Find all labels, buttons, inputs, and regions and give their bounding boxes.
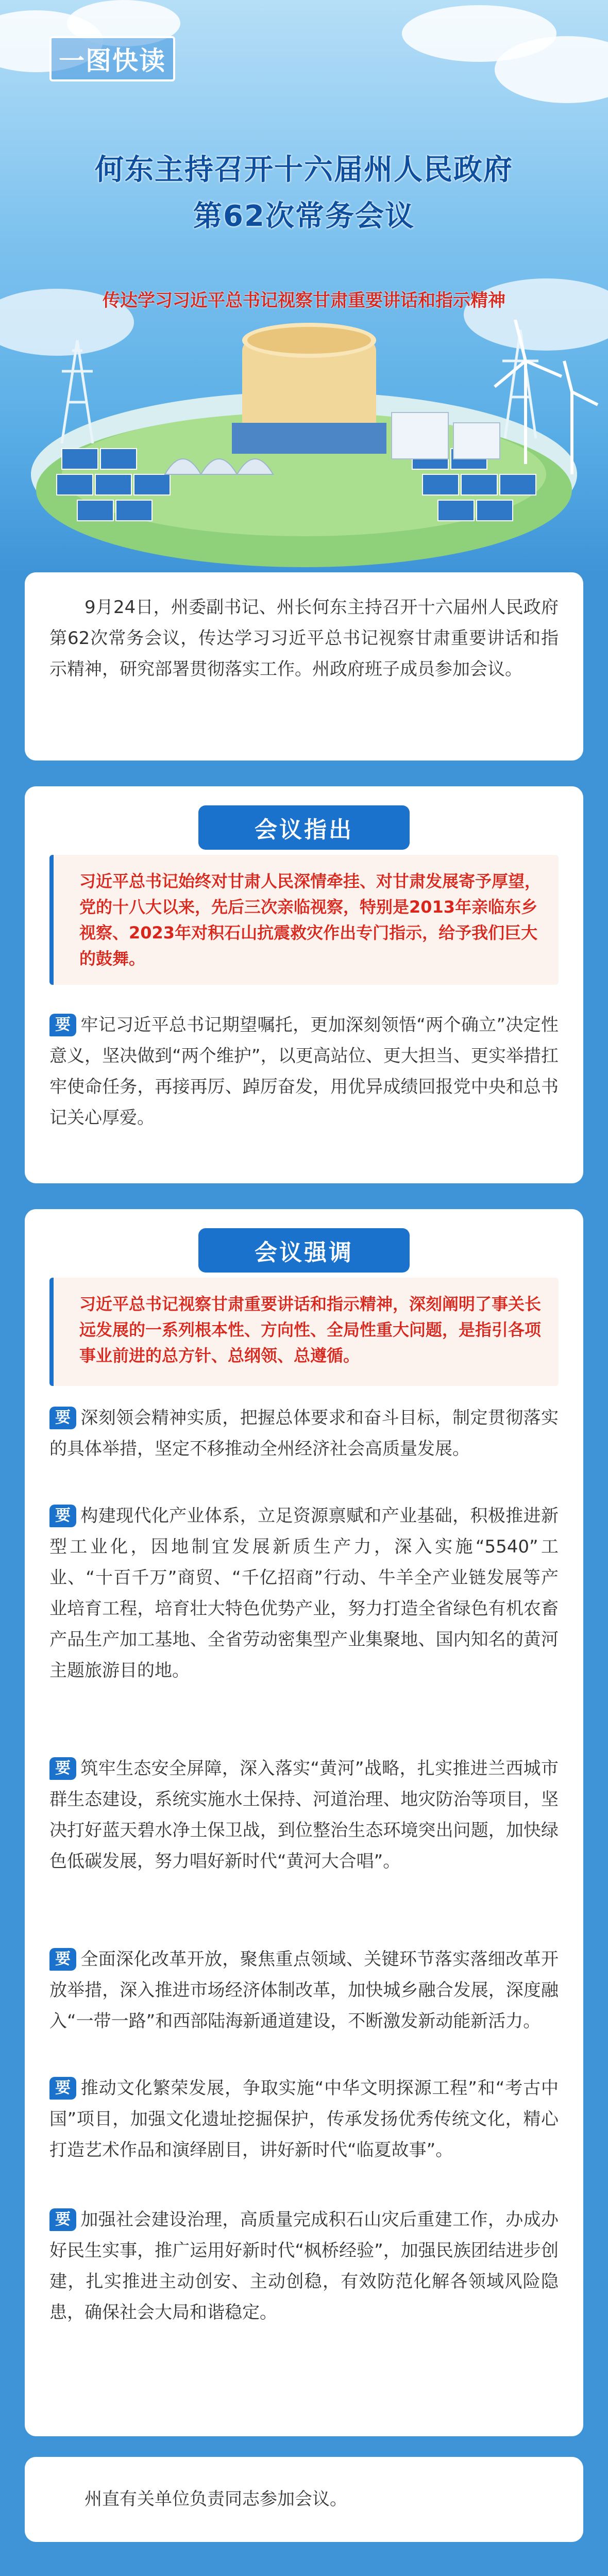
section2-quote: 习近平总书记视察甘肃重要讲话和指示精神，深刻阐明了事关长远发展的一系列根本性、方向性、全局性重大问题，是指引各项事业前进的总方针、总纲领、总遵循。: [49, 1278, 559, 1386]
badge-icon: 要: [49, 2077, 76, 2100]
badge-icon: 要: [49, 2208, 76, 2231]
list-item: [49, 1402, 559, 1464]
item-text: 构建现代化产业体系，立足资源禀赋和产业基础，积极推进新型工业化，因地制宜发展新质生产力，深入实施“5540”工业、“十百千万”商贸、“千亿招商”行动、牛羊全产业链发展等产业培育工程，培育壮大特色优势产业，努力打造全省绿色有机农畜产品生产加工基地、全省劳动密集型产业集聚地、国内知名的黄河主题旅游目的地。: [49, 1506, 559, 1681]
intro-paragraph: 9月24日，州委副书记、州长何东主持召开十六届州人民政府第62次常务会议，传达学习习近平总书记视察甘肃重要讲话和指示精神，研究部署贯彻落实工作。州政府班子成员参加会议。: [49, 597, 559, 680]
energy-scene-illustration: [0, 320, 608, 567]
section-title-meeting-points: 会议指出: [198, 805, 410, 850]
list-item: [49, 2073, 559, 2166]
badge-icon: 要: [49, 1948, 76, 1971]
list-item: [49, 1944, 559, 2037]
item-text: 深刻领会精神实质，把握总体要求和奋斗目标，制定贯彻落实的具体举措，坚定不移推动全州经济社会高质量发展。: [49, 1408, 559, 1459]
section1-quote: 习近平总书记始终对甘肃人民深情牵挂、对甘肃发展寄予厚望，党的十八大以来，先后三次亲临视察，特别是2013年亲临东乡视察、2023年对积石山抗震救灾作出专门指示，给予我们巨大的鼓舞。: [49, 855, 559, 985]
list-item: [49, 2204, 559, 2328]
list-item: [49, 1500, 559, 1686]
badge-icon: 要: [49, 1407, 76, 1429]
item-text: 推动文化繁荣发展，争取实施“中华文明探源工程”和“考古中国”项目，加强文化遗址挖掘保护，传承发扬优秀传统文化，精心打造艺术作品和演绎剧目，讲好新时代“临夏故事”。: [49, 2078, 559, 2160]
section1-text: 牢记习近平总书记期望嘱托，更加深刻领悟“两个确立”决定性意义，坚决做到“两个维护”，以更高站位、更大担当、更实举措扛牢使命任务，再接再厉、踔厉奋发，用优异成绩回报党中央和总书记关心厚爱。: [49, 1015, 559, 1128]
page-subtitle: 传达学习习近平总书记视察甘肃重要讲话和指示精神: [103, 290, 505, 311]
badge-icon: 要: [49, 1505, 76, 1527]
page-title-line2: 第62次常务会议: [193, 200, 415, 233]
closing-paragraph: 州直有关单位负责同志参加会议。: [85, 2489, 347, 2509]
section-title-meeting-emphasis: 会议强调: [198, 1228, 410, 1273]
intro-card: [25, 572, 583, 761]
page-title-line1: 何东主持召开十六届州人民政府: [95, 153, 513, 187]
item-text: 全面深化改革开放，聚焦重点领域、关键环节落实落细改革开放举措，深入推进市场经济体制改革，加快城乡融合发展，深度融入“一带一路”和西部陆海新通道建设，不断激发新动能新活力。: [49, 1949, 559, 2032]
badge-icon: 要: [49, 1014, 76, 1036]
section1-paragraph: [49, 1010, 559, 1133]
badge-icon: 要: [49, 1757, 76, 1780]
hero-banner: [0, 0, 608, 572]
list-item: [49, 1753, 559, 1877]
closing-card: [25, 2457, 583, 2542]
item-text: 筑牢生态安全屏障，深入落实“黄河”战略，扎实推进兰西城市群生态建设，系统实施水土保持、河道治理、地灾防治等项目，坚决打好蓝天碧水净土保卫战，到位整治生态环境突出问题，加快绿色低碳发展，努力唱好新时代“黄河大合唱”。: [49, 1758, 559, 1872]
item-text: 加强社会建设治理，高质量完成积石山灾后重建工作，办成办好民生实事，推广运用好新时代“枫桥经验”，加强民族团结进步创建，扎实推进主动创安、主动创稳，有效防范化解各领域风险隐患，确保社会大局和谐稳定。: [49, 2209, 559, 2323]
brand-logo: 一图快读: [49, 36, 175, 81]
